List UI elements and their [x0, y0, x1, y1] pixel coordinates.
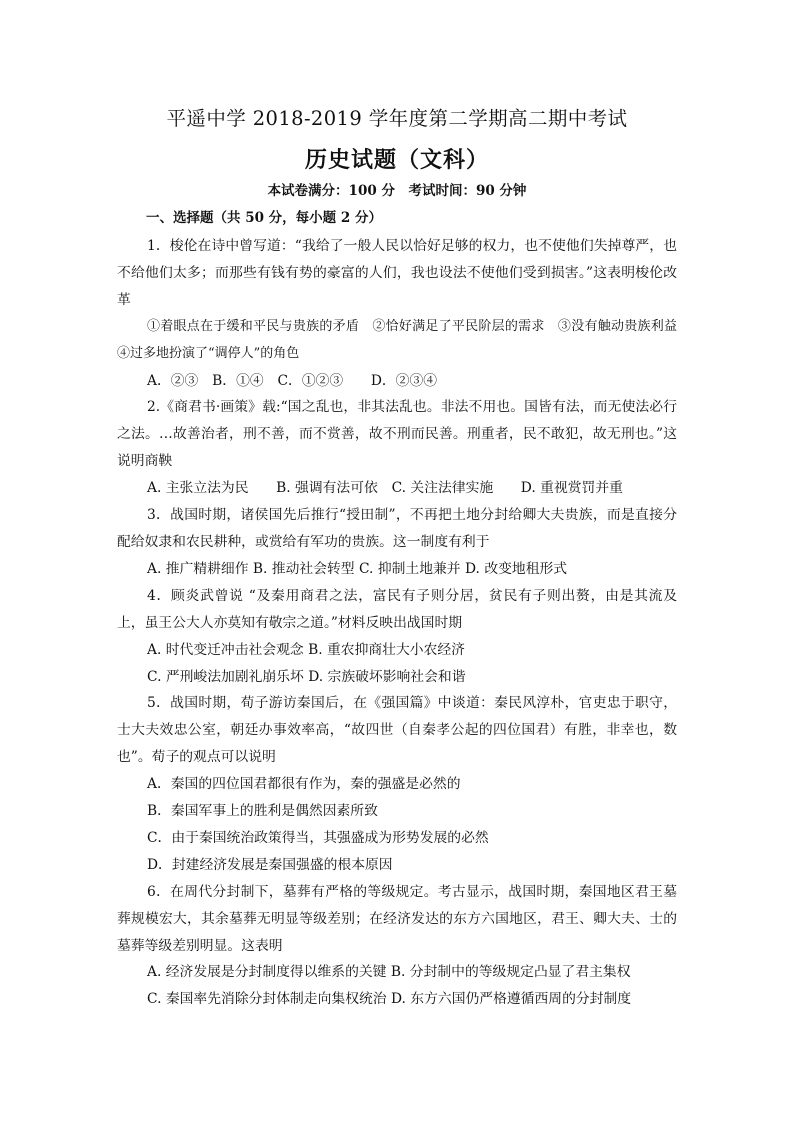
- question-options: A．②③ B．①④ C．①②③ D．②③④: [147, 372, 438, 389]
- question-option-row: C. 秦国率先消除分封体制走向集权统治 D. 东方六国仍严格遵循西周的分封制度: [147, 991, 632, 1008]
- question-option-row: A. 时代变迁冲击社会观念 B. 重农抑商壮大小农经济: [147, 641, 465, 658]
- question-5: [117, 690, 677, 878]
- question-option-row: C. 严刑峻法加剧礼崩乐坏 D. 宗族破坏影响社会和谐: [147, 668, 466, 685]
- questions-body: [117, 233, 677, 1013]
- question-options: A. 主张立法为民 B. 强调有法可依 C. 关注法律实施 D. 重视赏罚并重: [147, 480, 623, 497]
- question-6: [117, 879, 677, 1014]
- section-heading: 一、选择题（共 50 分，每小题 2 分）: [146, 210, 382, 226]
- exam-title: 平遥中学 2018-2019 学年度第二学期高二期中考试: [166, 107, 628, 130]
- question-1: [117, 233, 677, 394]
- question-stem: 5．战国时期，荀子游访秦国后，在《强国篇》中谈道：秦民风淳朴，官吏忠于职守，士大夫效忠公室，朝廷办事效率高，“故四世（自秦孝公起的四位国君）有胜，非幸也，数也”。荀子的观点可以说明: [117, 695, 677, 766]
- question-option-a: A．秦国的四位国君都很有作为，秦的强盛是必然的: [147, 776, 461, 793]
- question-stem: 4．顾炎武曾说 “及秦用商君之法，富民有子则分居，贫民有子则出赘，由是其流及上，虽王公大人亦莫知有敬宗之道。”材料反映出战国时期: [117, 587, 677, 631]
- question-stem: 6．在周代分封制下，墓葬有严格的等级规定。考古显示，战国时期，秦国地区君王墓葬规模宏大，其余墓葬无明显等级差别；在经济发达的东方六国地区，君王、卿大夫、士的墓葬等级差别明显。这表明: [117, 883, 677, 954]
- question-4: [117, 583, 677, 691]
- question-2: [117, 394, 677, 502]
- question-stem: 1．梭伦在诗中曾写道：“我给了一般人民以恰好足够的权力，也不使他们失掉尊严，也不给他们太多；而那些有钱有势的豪富的人们，我也设法不使他们受到损害。”这表明梭伦改革: [117, 238, 677, 308]
- question-stem: 2.《商君书·画策》载:“国之乱也，非其法乱也。非法不用也。国皆有法，而无使法必行之法。…故善治者，刑不善，而不赏善，故不刑而民善。刑重者，民不敢犯，故无刑也。”这说明商鞅: [117, 399, 677, 470]
- exam-meta: 本试卷满分：100 分 考试时间：90 分钟: [267, 183, 527, 199]
- question-option-d: D．封建经济发展是秦国强盛的根本原因: [147, 856, 393, 873]
- exam-subtitle: 历史试题（文科）: [304, 147, 489, 173]
- question-option-c: C．由于秦国统治政策得当，其强盛成为形势发展的必然: [147, 829, 489, 846]
- question-3: [117, 502, 677, 583]
- question-option-b: B．秦国军事上的胜利是偶然因素所致: [147, 803, 378, 820]
- question-items: ①着眼点在于缓和平民与贵族的矛盾 ②恰好满足了平民阶层的需求 ③没有触动贵族利益④过多地扮演了“调停人”的角色: [117, 318, 677, 361]
- question-stem: 3．战国时期，诸侯国先后推行“授田制”，不再把土地分封给卿大夫贵族，而是直接分配给奴隶和农民耕种，或赏给有军功的贵族。这一制度有利于: [117, 507, 677, 550]
- question-option-row: A. 经济发展是分封制度得以维系的关键 B. 分封制中的等级规定凸显了君主集权: [147, 964, 631, 981]
- question-options: A. 推广精耕细作 B. 推动社会转型 C. 抑制土地兼并 D. 改变地租形式: [147, 560, 568, 577]
